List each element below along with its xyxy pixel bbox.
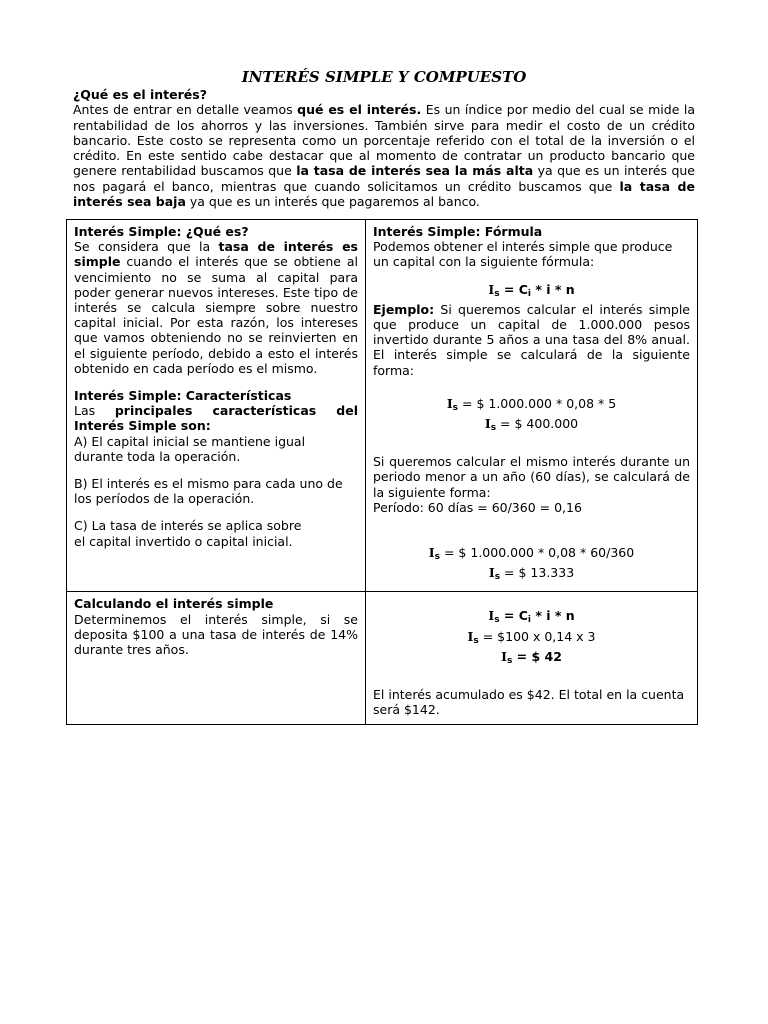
formula-text: = $ 400.000 [496,416,579,432]
formula-symbol: I [488,608,495,624]
list-item: C) La tasa de interés se aplica sobre [74,518,302,534]
spacer [74,376,358,388]
cell-bold: principales características del Interés Simple son: [74,403,358,434]
formula-subscript: s [490,423,497,434]
spacer [373,533,690,545]
calculation [373,629,690,649]
table-row [67,592,698,725]
spacer [373,669,690,687]
cell-paragraph: Podemos obtener el interés simple que produce un capital con la siguiente fórmula: [373,239,673,270]
cell-heading: Interés Simple: Características [74,388,292,404]
cell-bold: Ejemplo: [373,301,435,317]
formula [373,282,690,302]
cell-heading: Interés Simple: Fórmula [373,224,543,239]
spacer [373,436,690,454]
cell-bold: tasa de interés es simple [74,239,358,270]
cell-what-is-simple-interest [67,220,366,592]
spacer [373,515,690,533]
formula-symbol: I [467,628,474,644]
content-table [66,219,698,725]
intro-bold: la tasa de interés sea baja [73,178,695,210]
intro-paragraph [73,102,695,209]
cell-paragraph [74,239,358,376]
spacer [74,464,358,476]
spacer [373,596,690,608]
intro-text: ya que es un interés que pagaremos al banco. [185,194,480,210]
formula-subscript: i [527,288,531,299]
intro-text: Antes de entrar en detalle veamos [73,102,298,118]
calculation [373,416,690,436]
cell-paragraph: Determinemos el interés simple, si se deposita $100 a una tasa de interés de 14% durante tres años. [74,611,358,658]
cell-paragraph [373,302,690,378]
cell-formula [366,220,698,592]
cell-text: Si queremos calcular el interés simple que produce un capital de 1.000.000 pesos invertido durante 5 años a una tasa del 8% anual. El interés simple se calculará de la siguiente forma: [373,301,690,378]
formula-symbol: I [428,545,435,561]
spacer [373,378,690,396]
cell-text: Se considera que la [74,239,219,255]
formula-text: = C [499,608,528,624]
intro-question: ¿Qué es el interés? [73,87,207,102]
intro-bold: la tasa de interés sea la más alta [296,163,534,179]
calculation [373,565,690,585]
formula [373,608,690,628]
formula-text: = $ 1.000.000 * 0,08 * 60/360 [440,545,635,561]
list-item: B) El interés es el mismo para cada uno de los períodos de la operación. [74,476,343,507]
intro-text: ya que es un interés que nos pagará el banco, mientras que cuando solicitamos un crédito buscamos que [73,163,695,194]
formula-text: * i * n [531,281,575,297]
formula-subscript: s [494,572,501,583]
formula-subscript: s [506,655,513,666]
cell-paragraph: El interés acumulado es $42. El total en la cuenta será $142. [373,687,685,718]
cell-paragraph: Período: 60 días = 60/360 = 0,16 [373,499,582,515]
formula-subscript: s [452,402,459,413]
formula-text: = C [499,281,528,297]
formula-symbol: I [446,395,453,411]
formula-symbol: I [488,281,495,297]
formula-text: = $ 42 [512,648,562,664]
formula-text: * i * n [531,608,575,624]
document-title: INTERÉS SIMPLE Y COMPUESTO [241,68,527,86]
list-item: el capital invertido o capital inicial. [74,533,293,549]
table-row [67,220,698,592]
formula-symbol: I [484,416,491,432]
formula-symbol: I [501,648,507,664]
list-item: A) El capital inicial se mantiene igual durante toda la operación. [74,433,306,464]
cell-heading: Calculando el interés simple [74,596,274,612]
cell-text: Las [74,403,115,419]
formula-text: = $ 13.333 [500,565,575,581]
spacer [74,506,358,518]
cell-paragraph [74,403,358,433]
cell-paragraph: Si queremos calcular el mismo interés durante un periodo menor a un año (60 días), se calculará de la siguiente forma: [373,454,690,500]
formula-subscript: s [473,635,479,646]
calculation [373,545,690,565]
intro-bold: qué es el interés. [297,102,422,118]
formula-subscript: i [527,615,531,626]
spacer [373,270,690,282]
calculation [373,396,690,416]
formula-subscript: s [434,552,441,563]
cell-heading: Interés Simple: ¿Qué es? [74,224,249,239]
formula-subscript: s [494,288,500,299]
formula-symbol: I [488,565,495,581]
calculation-result [373,649,690,669]
cell-calculating [67,592,366,725]
cell-calculation-result [366,592,698,725]
intro-text: Es un índice por medio del cual se mide la rentabilidad de los ahorros y las inversiones. También sirve para medir el costo de un crédito bancario. Este costo se representa como un porcentaje referido con el total de la inversión o el crédito. En este sentido cabe destacar que al momento de contratar un producto bancario que genere rentabilidad buscamos que [73,102,696,179]
formula-text: = $100 x 0,14 x 3 [478,628,596,644]
intro-section [73,87,695,209]
formula-subscript: s [494,615,500,626]
formula-text: = $ 1.000.000 * 0,08 * 5 [458,395,617,411]
cell-text: cuando el interés que se obtiene al vencimiento no se suma al capital para poder generar nuevos intereses. Este tipo de interés se calcula siempre sobre nuestro capital inicial. Por esta razón, los intereses que vamos obteniendo no se reinvierten en el siguiente período, debido a esto el interés obtenido en cada período es el mismo. [74,254,358,376]
